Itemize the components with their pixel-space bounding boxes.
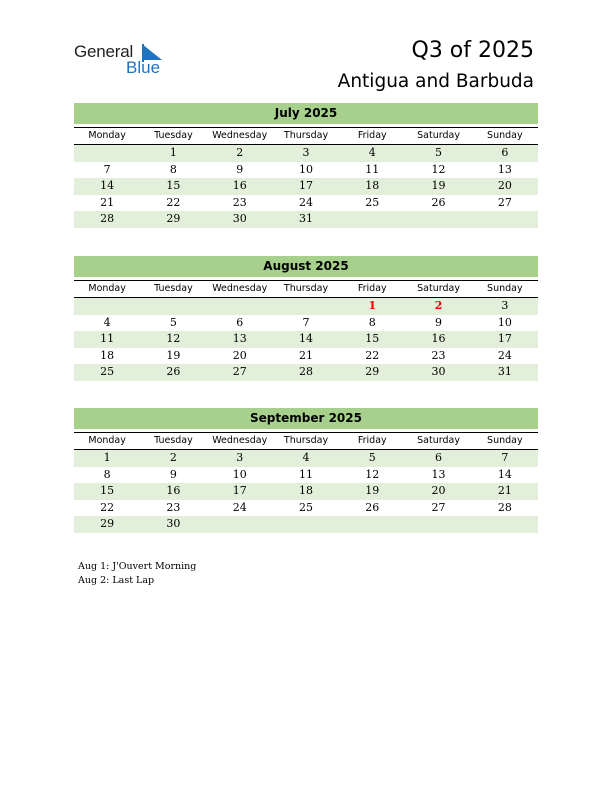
day-cell: 7 [103, 162, 111, 176]
weekday-label: Monday [88, 283, 126, 294]
day-cell: 4 [302, 451, 310, 464]
weekday-header-row [74, 432, 538, 450]
weekday-label: Monday [88, 435, 126, 446]
week-row [74, 364, 538, 381]
day-cell: 4 [103, 315, 111, 329]
weekday-label: Friday [357, 435, 387, 446]
weekday-header-row [74, 127, 538, 145]
week-row [74, 483, 538, 500]
day-cell: 8 [368, 315, 376, 329]
holiday-day-cell: 2 [434, 299, 443, 312]
day-cell: 2 [169, 451, 177, 464]
day-cell: 14 [497, 467, 512, 481]
day-cell: 16 [166, 484, 181, 497]
month-calendar-september [74, 408, 538, 533]
day-cell: 9 [435, 315, 443, 329]
day-cell: 25 [298, 500, 313, 514]
day-cell [74, 298, 140, 315]
day-cell: 6 [501, 146, 509, 159]
day-cell: 11 [298, 467, 313, 481]
weekday-label: Friday [357, 283, 387, 294]
day-cell: 10 [298, 162, 313, 176]
day-cell: 27 [232, 365, 247, 378]
day-cell: 19 [365, 484, 380, 497]
holiday-note: Aug 2: Last Lap [78, 574, 155, 586]
generalblue-logo [74, 42, 174, 78]
day-cell: 21 [497, 484, 512, 497]
day-cell [339, 211, 405, 228]
day-cell: 27 [497, 195, 512, 209]
week-row [74, 195, 538, 212]
logo-text-blue: Blue [126, 58, 161, 77]
day-cell: 15 [365, 332, 380, 345]
day-cell: 21 [100, 195, 115, 209]
day-cell: 23 [166, 500, 181, 514]
day-cell: 24 [497, 348, 512, 362]
day-cell: 14 [100, 179, 115, 192]
holiday-notes [78, 560, 196, 587]
day-cell: 18 [365, 179, 380, 192]
day-cell: 13 [497, 162, 512, 176]
month-header: August 2025 [74, 256, 538, 277]
week-row [74, 162, 538, 179]
day-cell: 27 [431, 500, 446, 514]
week-row [74, 331, 538, 348]
day-cell: 18 [100, 348, 115, 362]
day-cell: 23 [232, 195, 247, 209]
day-cell: 17 [232, 484, 247, 497]
day-cell: 17 [497, 332, 512, 345]
weekday-label: Monday [88, 130, 126, 141]
day-cell: 17 [298, 179, 313, 192]
weekday-label: Wednesday [212, 283, 268, 294]
day-cell: 1 [103, 451, 111, 464]
day-cell: 3 [236, 451, 244, 464]
day-cell: 10 [497, 315, 512, 329]
day-cell: 11 [365, 162, 380, 176]
day-cell: 29 [100, 517, 115, 530]
weekday-label: Sunday [487, 130, 523, 141]
day-cell [405, 516, 471, 533]
weekday-label: Tuesday [154, 283, 193, 294]
weekday-label: Thursday [283, 130, 329, 141]
day-cell: 24 [232, 500, 247, 514]
day-cell: 1 [169, 146, 177, 159]
day-cell: 18 [298, 484, 313, 497]
month-calendar-august [74, 256, 538, 381]
weekday-label: Thursday [283, 283, 329, 294]
day-cell: 22 [365, 348, 380, 362]
day-cell: 19 [431, 179, 446, 192]
day-cell: 10 [232, 467, 247, 481]
day-cell: 15 [100, 484, 115, 497]
week-row [74, 211, 538, 228]
month-header: September 2025 [74, 408, 538, 429]
weekday-label: Sunday [487, 435, 523, 446]
week-row [74, 467, 538, 484]
day-cell [140, 298, 206, 315]
day-cell: 22 [166, 195, 181, 209]
day-cell: 14 [298, 332, 313, 345]
day-cell: 20 [232, 348, 247, 362]
holiday-day-cell: 1 [368, 299, 377, 312]
day-cell: 29 [365, 365, 380, 378]
day-cell [405, 211, 471, 228]
weekday-label: Tuesday [154, 435, 193, 446]
day-cell: 9 [169, 467, 177, 481]
day-cell: 31 [298, 212, 313, 225]
day-cell: 2 [236, 146, 244, 159]
day-cell: 30 [431, 365, 446, 378]
day-cell: 20 [497, 179, 512, 192]
day-cell: 16 [431, 332, 446, 345]
day-cell: 3 [501, 299, 509, 312]
week-row [74, 348, 538, 365]
week-row [74, 500, 538, 517]
day-cell [207, 298, 273, 315]
day-cell: 26 [166, 365, 181, 378]
weekday-label: Saturday [417, 435, 460, 446]
day-cell [273, 516, 339, 533]
day-cell: 11 [100, 332, 115, 345]
day-cell: 16 [232, 179, 247, 192]
day-cell: 15 [166, 179, 181, 192]
page-title: Q3 of 2025 [411, 38, 534, 63]
day-cell: 20 [431, 484, 446, 497]
day-cell: 12 [166, 332, 181, 345]
day-cell: 7 [302, 315, 310, 329]
day-cell: 30 [232, 212, 247, 225]
weekday-header-row [74, 280, 538, 298]
day-cell: 26 [365, 500, 380, 514]
day-cell: 19 [166, 348, 181, 362]
day-cell: 28 [497, 500, 512, 514]
weekday-label: Tuesday [154, 130, 193, 141]
day-cell: 5 [169, 315, 177, 329]
weekday-label: Friday [357, 130, 387, 141]
day-cell [472, 516, 538, 533]
day-cell: 21 [298, 348, 313, 362]
day-cell: 8 [169, 162, 177, 176]
day-cell: 7 [501, 451, 509, 464]
holiday-note: Aug 1: J'Ouvert Morning [78, 561, 197, 572]
day-cell: 6 [236, 315, 244, 329]
day-cell [472, 211, 538, 228]
week-row [74, 145, 538, 162]
week-row [74, 516, 538, 533]
day-cell: 22 [100, 500, 115, 514]
weekday-label: Wednesday [212, 435, 268, 446]
day-cell: 28 [298, 365, 313, 378]
weekday-label: Thursday [283, 435, 329, 446]
weekday-label: Saturday [417, 130, 460, 141]
day-cell: 24 [298, 195, 313, 209]
day-cell: 3 [302, 146, 310, 159]
day-cell [207, 516, 273, 533]
day-cell [74, 145, 140, 162]
day-cell: 12 [365, 467, 380, 481]
weekday-label: Saturday [417, 283, 460, 294]
weekday-label: Wednesday [212, 130, 268, 141]
month-header: July 2025 [74, 103, 538, 124]
day-cell: 25 [100, 365, 115, 378]
day-cell: 13 [232, 332, 247, 345]
week-row [74, 298, 538, 315]
day-cell: 26 [431, 195, 446, 209]
logo-text-general: General [74, 42, 134, 61]
day-cell: 5 [435, 146, 443, 159]
week-row [74, 178, 538, 195]
day-cell: 23 [431, 348, 446, 362]
day-cell: 29 [166, 212, 181, 225]
day-cell: 13 [431, 467, 446, 481]
week-row [74, 450, 538, 467]
day-cell: 12 [431, 162, 446, 176]
day-cell: 9 [236, 162, 244, 176]
day-cell: 6 [435, 451, 443, 464]
day-cell: 30 [166, 517, 181, 530]
day-cell: 31 [497, 365, 512, 378]
day-cell: 28 [100, 212, 115, 225]
country-subtitle: Antigua and Barbuda [337, 71, 534, 92]
day-cell [273, 298, 339, 315]
day-cell [339, 516, 405, 533]
day-cell: 8 [103, 467, 111, 481]
day-cell: 5 [368, 451, 376, 464]
day-cell: 4 [368, 146, 376, 159]
day-cell: 25 [365, 195, 380, 209]
week-row [74, 315, 538, 332]
weekday-label: Sunday [487, 283, 523, 294]
month-calendar-july [74, 103, 538, 228]
